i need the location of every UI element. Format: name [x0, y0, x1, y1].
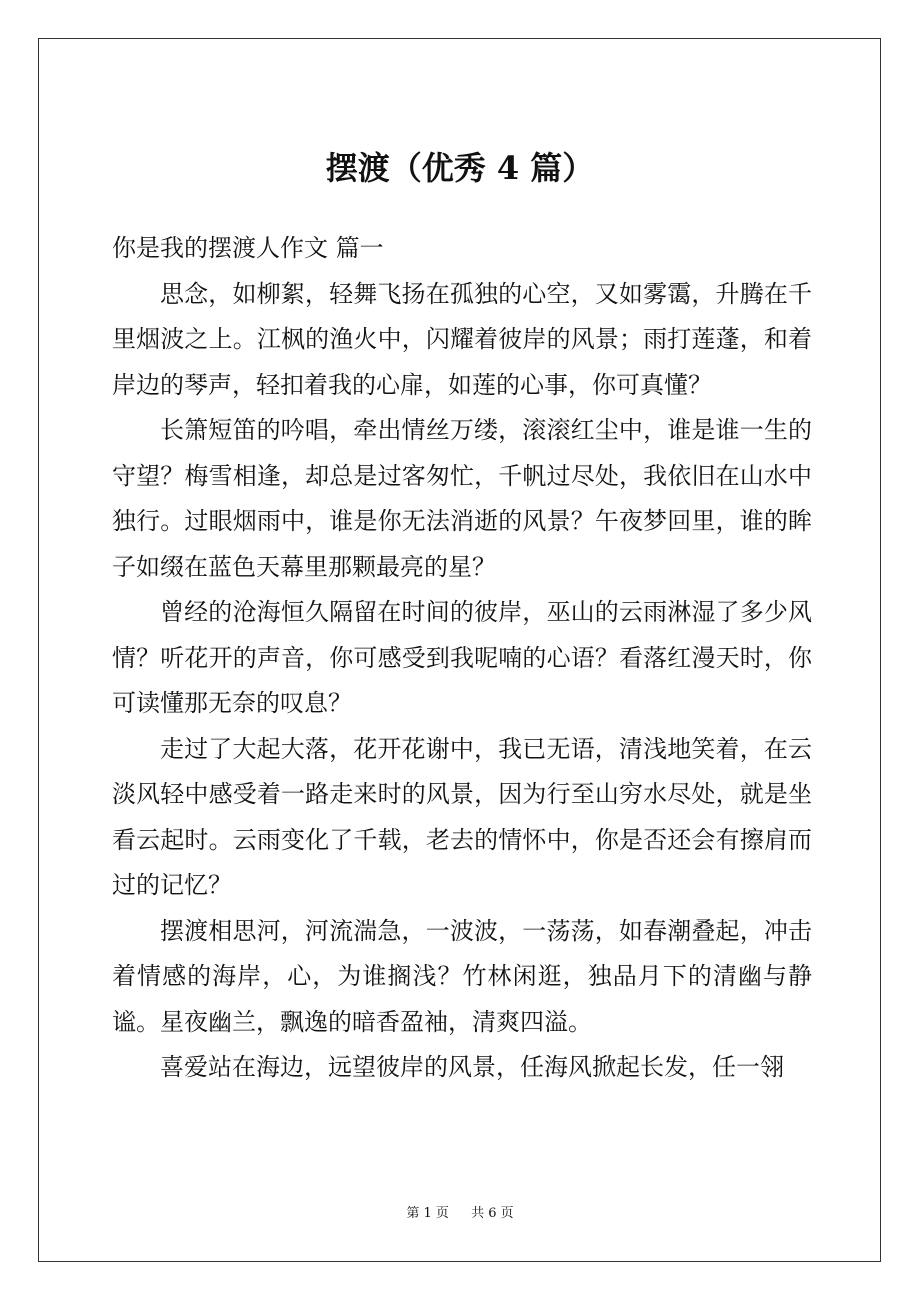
document-title: 摆渡（优秀 4 篇）: [325, 149, 595, 187]
page-number: 第 1 页: [406, 1206, 449, 1221]
page-total: 共 6 页: [471, 1206, 514, 1221]
page-footer: [0, 1204, 920, 1224]
paragraph-1: 思念，如柳絮，轻舞飞扬在孤独的心空，又如雾霭，升腾在千里烟波之上。江枫的渔火中，闪耀着彼岸的风景；雨打莲蓬，和着岸边的琴声，轻扣着我的心扉，如莲的心事，你可真懂？: [112, 279, 812, 399]
paragraph-2: 长箫短笛的吟唱，牵出情丝万缕，滚滚红尘中，谁是谁一生的守望？梅雪相逢，却总是过客匆忙，千帆过尽处，我依旧在山水中独行。过眼烟雨中，谁是你无法消逝的风景？午夜梦回里，谁的眸子如缀在蓝色天幕里那颗最亮的星？: [112, 416, 812, 581]
paragraph-3: 曾经的沧海恒久隔留在时间的彼岸，巫山的云雨淋湿了多少风情？听花开的声音，你可感受到我呢喃的心语？看落红漫天时，你可读懂那无奈的叹息？: [112, 598, 812, 717]
paragraph-4: 走过了大起大落，花开花谢中，我已无语，清浅地笑着，在云淡风轻中感受着一路走来时的风景，因为行至山穷水尽处，就是坐看云起时。云雨变化了千载，老去的情怀中，你是否还会有擦肩而过的记忆？: [112, 734, 812, 899]
paragraph-5: 摆渡相思河，河流湍急，一波波，一荡荡，如春潮叠起，冲击着情感的海岸，心，为谁搁浅？竹林闲逛，独品月下的清幽与静谧。星夜幽兰，飘逸的暗香盈袖，清爽四溢。: [112, 916, 812, 1036]
section-heading: 你是我的摆渡人作文 篇一: [112, 234, 384, 262]
paragraph-6: 喜爱站在海边，远望彼岸的风景，任海风掀起长发，任一翎: [160, 1053, 784, 1081]
document-body: [112, 226, 812, 1091]
